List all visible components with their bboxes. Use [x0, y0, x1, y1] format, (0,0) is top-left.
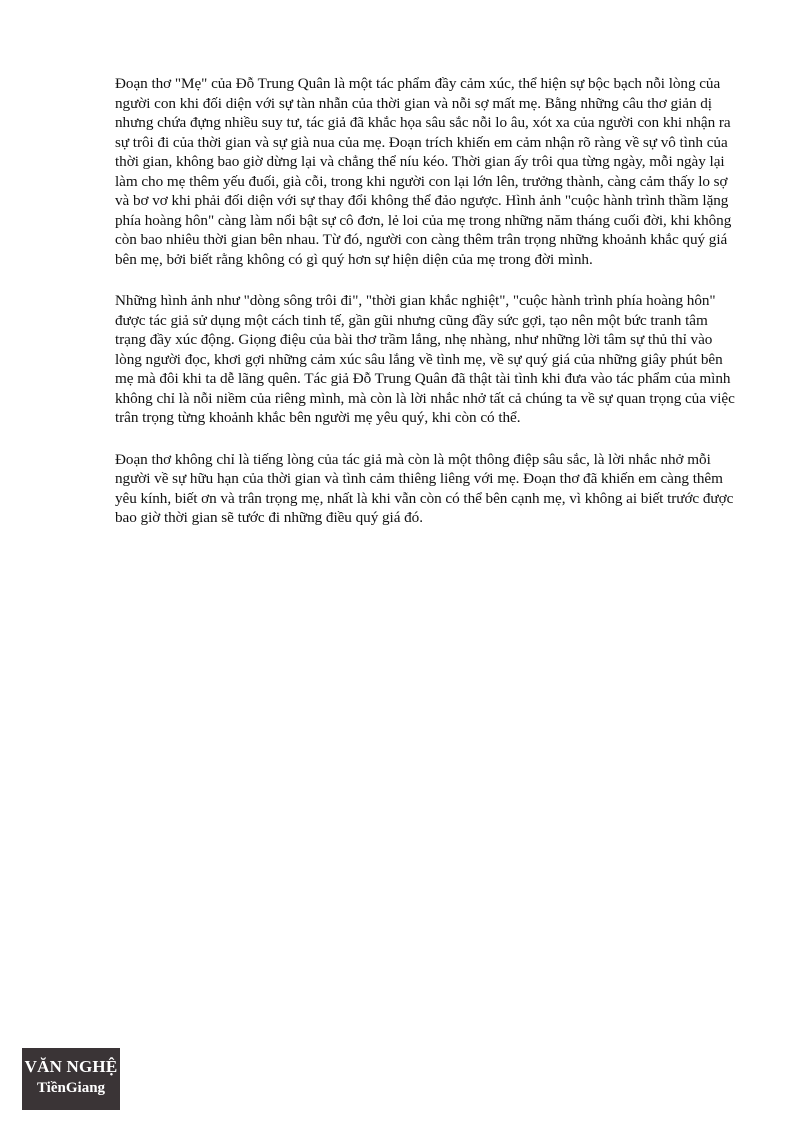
van-nghe-tien-giang-logo [22, 1048, 120, 1110]
logo-line-1: VĂN NGHỆ [24, 1057, 118, 1076]
paragraph-2: Những hình ảnh như "dòng sông trôi đi", "thời gian khắc nghiệt", "cuộc hành trình phía hoàng hôn" được tác giả sử dụng một cách tinh tế, gần gũi nhưng cũng đầy sức gợi, tạo nên một bức tranh tâm trạng đầy xúc động. Giọng điệu của bài thơ trầm lắng, nhẹ nhàng, như những lời tâm sự thủ thỉ vào lòng người đọc, khơi gợi những cảm xúc sâu lắng về tình mẹ, về sự quý giá của những giây phút bên mẹ mà đôi khi ta dễ lãng quên. Tác giả Đỗ Trung Quân đã thật tài tình khi đưa vào tác phẩm của mình không chỉ là nỗi niềm của riêng mình, mà còn là lời nhắc nhở tất cả chúng ta về sự quan trọng của việc trân trọng từng khoảnh khắc bên người mẹ yêu quý, khi còn có thể. [115, 292, 735, 426]
paragraph-3: Đoạn thơ không chỉ là tiếng lòng của tác giả mà còn là một thông điệp sâu sắc, là lời nhắc nhở mỗi người về sự hữu hạn của thời gian và tình cảm thiêng liêng với mẹ. Đoạn thơ đã khiến em càng thêm yêu kính, biết ơn và trân trọng mẹ, nhất là khi vẫn còn có thể bên cạnh mẹ, vì không ai biết trước được bao giờ thời gian sẽ tước đi những điều quý giá đó. [115, 450, 734, 526]
logo-line-2: TiềnGiang [36, 1080, 106, 1096]
paragraph-1: Đoạn thơ "Mẹ" của Đỗ Trung Quân là một tác phẩm đầy cảm xúc, thể hiện sự bộc bạch nỗi lòng của người con khi đối diện với sự tàn nhẫn của thời gian và nỗi sợ mất mẹ. Bằng những câu thơ giản dị nhưng chứa đựng nhiều suy tư, tác giả đã khắc họa sâu sắc nỗi lo âu, xót xa của người con khi nhận ra sự trôi đi của thời gian và sự già nua của mẹ. Đoạn trích khiến em cảm nhận rõ ràng về sự vô tình của thời gian, không bao giờ dừng lại và chẳng thể níu kéo. Thời gian ấy trôi qua từng ngày, mỗi ngày lại làm cho mẹ thêm yếu đuối, già cỗi, trong khi người con lại lớn lên, trưởng thành, càng cảm thấy lo sợ và bơ vơ khi phải đối diện với sự thay đổi không thể đảo ngược. Hình ảnh "cuộc hành trình thầm lặng phía hoàng hôn" càng làm nổi bật sự cô đơn, lẻ loi của mẹ trong những năm tháng cuối đời, khi không còn bao nhiêu thời gian bên nhau. Từ đó, người con càng thêm trân trọng những khoảnh khắc quý giá bên mẹ, bởi biết rằng không có gì quý hơn sự hiện diện của mẹ trong đời mình. [115, 75, 732, 268]
document-body [115, 74, 737, 550]
